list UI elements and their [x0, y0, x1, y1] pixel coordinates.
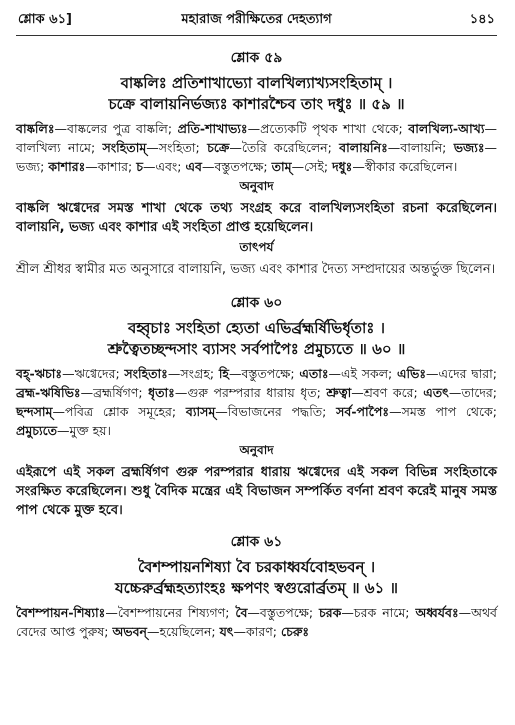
verse-59-label: শ্লোক ৫৯	[230, 50, 283, 66]
synonym-word: বালায়নিঃ	[339, 140, 388, 155]
synonym-meaning: —ব্রহ্মর্ষিগণ;	[80, 385, 149, 400]
synonym-word: প্রমুচ্যতে	[16, 423, 58, 438]
verse-61-line-2: যচ্চেরুর্ব্রহ্মহত্যাংহঃ ক্ষপণং স্বগুরোর্ব্রতম্ ॥ ৬১ ॥	[115, 579, 398, 597]
verse-59-purport: শ্রীল শ্রীধর স্বামীর মত অনুসারে বালায়নি, ভজ্য এবং কাশার দৈত্য সম্প্রদায়ের অন্তর্ভুক্ত ছিলেন।	[16, 262, 496, 277]
synonym-word: দধুঃ	[332, 159, 353, 174]
synonym-meaning: —ভজ্য;	[16, 140, 498, 174]
synonym-word: শ্রুত্বা	[326, 385, 352, 400]
synonym-word: এতৎ	[423, 385, 449, 400]
synonym-word: সংহিতাম্	[102, 140, 147, 155]
synonym-word: তাম্	[271, 159, 292, 174]
verse-60-translation-heading: অনুবাদ	[239, 443, 274, 457]
synonym-meaning: —বস্তুতপক্ষে;	[247, 605, 320, 620]
verse-60-line-2: শ্রুত্বৈতচ্ছন্দসাং ব্যাসং সর্বপাপৈঃ প্রমুচ্যতে ॥ ৬০ ॥	[107, 340, 406, 358]
synonym-meaning: —চরক নামে;	[341, 605, 416, 620]
synonym-word: সর্ব-পাপৈঃ	[336, 404, 390, 419]
synonym-meaning: —অথর্ব বেদের আপ্ত পুরুষ;	[16, 605, 498, 639]
synonym-word: কাশারঃ	[48, 159, 86, 174]
verse-59-line-2: চক্রে বালায়নির্ভজ্যঃ কাশারশ্চৈব তাং দধুঃ ॥ ৫৯ ॥	[108, 95, 405, 113]
verse-60-label: শ্লোক ৬০	[230, 295, 283, 311]
synonym-meaning: —প্রত্যেকটি পৃথক শাখা থেকে;	[247, 121, 409, 136]
synonym-meaning: —ঋগ্বেদের;	[62, 366, 125, 381]
synonym-word: যৎ	[219, 624, 234, 639]
synonym-word: প্রতি-শাখাভ্যঃ	[177, 121, 248, 136]
synonym-word: এতাঃ	[299, 366, 329, 381]
synonym-meaning: —এবং;	[142, 159, 186, 174]
synonym-word: অধ্বর্যবঃ	[415, 605, 459, 620]
synonym-meaning: —সমস্ত পাপ থেকে;	[389, 404, 497, 419]
synonym-word: চরক	[319, 605, 342, 620]
synonym-meaning: —কারণ;	[233, 624, 281, 639]
verse-61-line-1: বৈশম্পায়নশিষ্যা বৈ চরকাধ্বর্যবোহভবন্ ।	[137, 558, 376, 576]
verse-60-synonyms	[16, 364, 497, 440]
synonym-word: বাষ্কলিঃ	[16, 121, 55, 136]
synonym-word: এভিঃ	[396, 366, 427, 381]
synonym-meaning: —হয়েছিলেন;	[147, 624, 220, 639]
synonym-word: ভজ্যঃ	[453, 140, 485, 155]
synonym-word: ব্রহ্ম-ঋষিভিঃ	[16, 385, 81, 400]
synonym-meaning: —সেই;	[291, 159, 333, 174]
synonym-meaning: —শ্রবণ করে;	[351, 385, 424, 400]
synonym-meaning: —বাষ্কলের পুত্র বাষ্কলি;	[54, 121, 178, 136]
synonym-word: হি	[218, 366, 229, 381]
verse-59-translation: বাষ্কলি ঋগ্বেদের সমস্ত শাখা থেকে তথ্য সংগ্রহ করে বালখিল্যসংহিতা রচনা করেছিলেন। বালায়নি, ভজ্য এবং কাশার এই সংহিতা প্রাপ্ত হয়েছিলেন।	[16, 201, 497, 235]
synonym-meaning: —বিভাজনের পদ্ধতি;	[215, 404, 337, 419]
synonym-meaning: —বস্তুতপক্ষে;	[228, 366, 300, 381]
verse-59-translation-heading: অনুবাদ	[239, 179, 274, 193]
synonym-word: চ	[136, 159, 143, 174]
synonym-word: অভবন্	[112, 624, 148, 639]
synonym-meaning: —তৈরি করেছিলেন;	[229, 140, 340, 155]
synonym-meaning: —সংহিতা;	[146, 140, 208, 155]
synonym-meaning: —তাদের;	[448, 385, 497, 400]
synonym-meaning: —পবিত্র শ্লোক সমূহের;	[52, 404, 186, 419]
synonym-meaning: —মুক্ত হয়।	[57, 423, 112, 438]
synonym-word: বালখিল্য-আখ্য	[408, 121, 485, 136]
synonym-word: চেরুঃ	[281, 624, 310, 639]
verse-59-purport-heading: তাৎপর্য	[239, 240, 274, 254]
synonym-word: ব্যাসম্	[185, 404, 216, 419]
synonym-word: বৈশম্পায়ন-শিষ্যাঃ	[16, 605, 106, 620]
running-header	[18, 8, 495, 30]
synonym-word: বৈ	[235, 605, 248, 620]
synonym-word: ছন্দসাম্	[16, 404, 53, 419]
verse-60-line-1: বহ্বৃচাঃ সংহিতা হ্যেতা এভির্ব্রহ্মর্ষিভির্ধৃতাঃ ।	[128, 319, 385, 337]
verse-61-synonyms	[16, 603, 497, 641]
synonym-word: বহ্-ঋচাঃ	[16, 366, 63, 381]
synonym-meaning: —বৈশম্পায়নের শিষ্যগণ;	[105, 605, 236, 620]
synonym-meaning: —বালখিল্য নামে;	[16, 121, 497, 155]
synonym-meaning: —গুরু পরম্পরার ধারায় ধৃত;	[174, 385, 327, 400]
verse-60-translation: এইরূপে এই সকল ব্রহ্মর্ষিগণ গুরু পরম্পরার ধারায় ঋগ্বেদের এই সকল বিভিন্ন সংহিতাকে সংরক্ষিত করেছিলেন। শুধু বৈদিক মন্ত্রের এই বিভাজন সম্পর্কিত বর্ণনা শ্রবণ করেই মানুষ সমস্ত পাপ থেকে মুক্ত হবে।	[16, 465, 497, 518]
synonym-meaning: —এদের দ্বারা;	[426, 366, 497, 381]
synonym-word: এব	[185, 159, 202, 174]
synonym-meaning: —বস্তুতপক্ষে;	[201, 159, 272, 174]
synonym-meaning: —স্বীকার করেছিলেন।	[352, 159, 458, 174]
page-content	[16, 40, 497, 641]
verse-59-line-1: বাষ্কলিঃ প্রতিশাখাভ্যো বালখিল্যাখ্যসংহিতাম্ ।	[120, 74, 393, 92]
synonym-word: সংহিতাঃ	[124, 366, 168, 381]
synonym-word: ধৃতাঃ	[148, 385, 175, 400]
header-page-number: ১৪১	[469, 12, 495, 27]
synonym-meaning: —সংগ্রহ;	[167, 366, 219, 381]
synonym-word: চক্রে	[207, 140, 230, 155]
synonym-meaning: —বালায়নি;	[387, 140, 454, 155]
verse-59-synonyms	[16, 119, 497, 176]
synonym-meaning: —এই সকল;	[328, 366, 397, 381]
synonym-meaning: —কাশার;	[85, 159, 137, 174]
header-chapter-title: মহারাজ পরীক্ষিতের দেহত্যাগ	[181, 12, 332, 27]
header-verse-ref: শ্লোক ৬১]	[18, 12, 72, 27]
header-rule	[16, 35, 497, 36]
verse-61-label: শ্লোক ৬১	[230, 534, 283, 550]
